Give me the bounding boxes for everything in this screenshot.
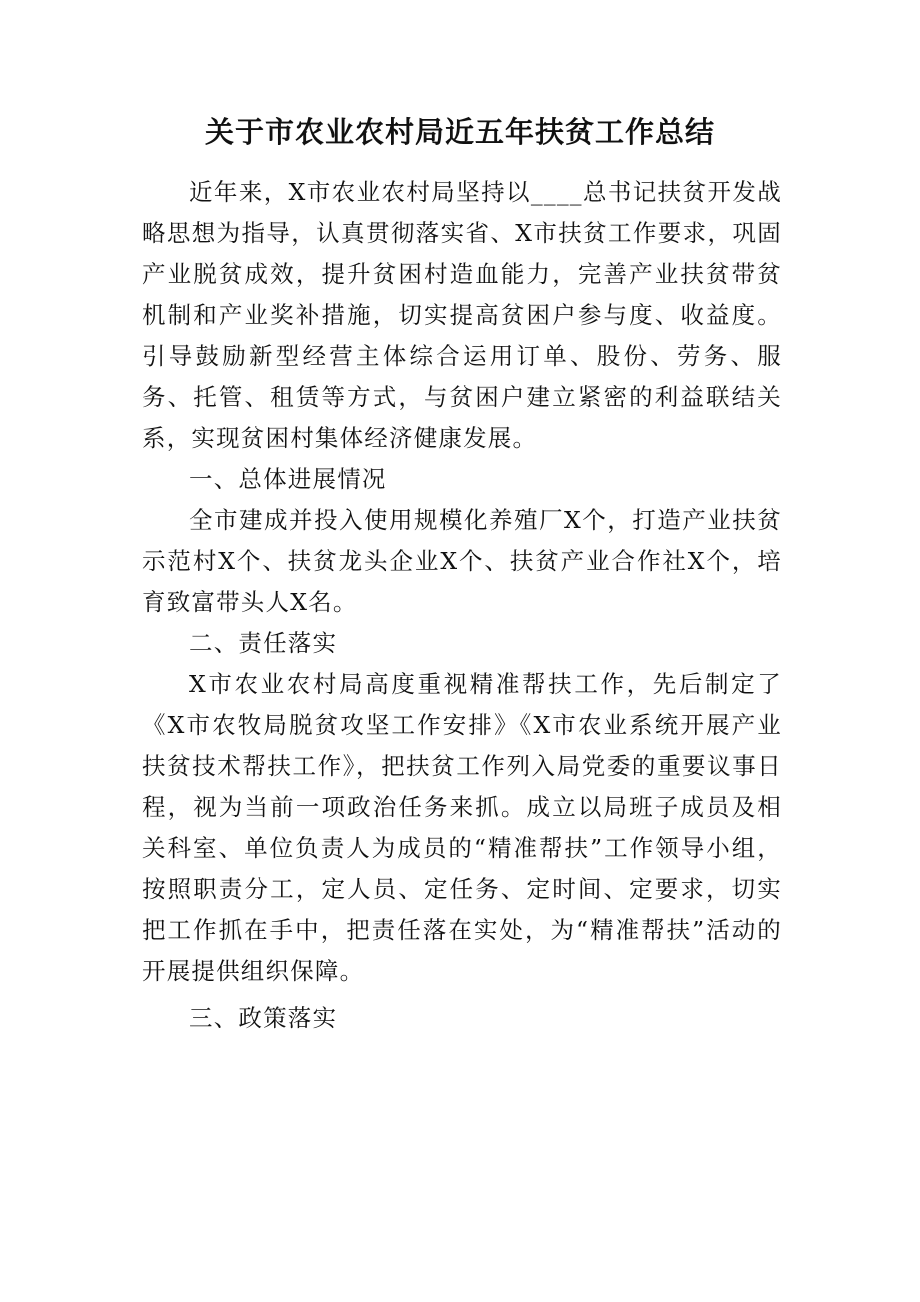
paragraph-overall-progress: 全市建成并投入使用规模化养殖厂X个，打造产业扶贫示范村X个、扶贫龙头企业X个、扶贫产业合作社X个，培育致富带头人X名。 [142,506,782,616]
section-heading-overall-progress: 一、总体进展情况 [189,465,387,493]
section-heading-policy: 三、政策落实 [189,1004,338,1032]
document-title: 关于市农业农村局近五年扶贫工作总结 [204,115,715,149]
paragraph-responsibility: X市农业农村局高度重视精准帮扶工作，先后制定了《X市农牧局脱贫攻坚工作安排》《X市农业系统开展产业扶贫技术帮扶工作》，把扶贫工作列入局党委的重要议事日程，视为当前一项政治任务来抓。成立以局班子成员及相关科室、单位负责人为成员的“精准帮扶”工作领导小组，按照职责分工，定人员、定任务、定时间、定要求，切实把工作抓在手中，把责任落在实处，为“精准帮扶”活动的开展提供组织保障。 [142,670,782,985]
document-body [142,172,782,1039]
paragraph-intro: 近年来，X市农业农村局坚持以____总书记扶贫开发战略思想为指导，认真贯彻落实省、X市扶贫工作要求，巩固产业脱贫成效，提升贫困村造血能力，完善产业扶贫带贫机制和产业奖补措施，切实提高贫困户参与度、收益度。引导鼓励新型经营主体综合运用订单、股份、劳务、服务、托管、租赁等方式，与贫困户建立紧密的利益联结关系，实现贫困村集体经济健康发展。 [142,178,782,452]
section-heading-responsibility: 二、责任落实 [189,629,338,657]
